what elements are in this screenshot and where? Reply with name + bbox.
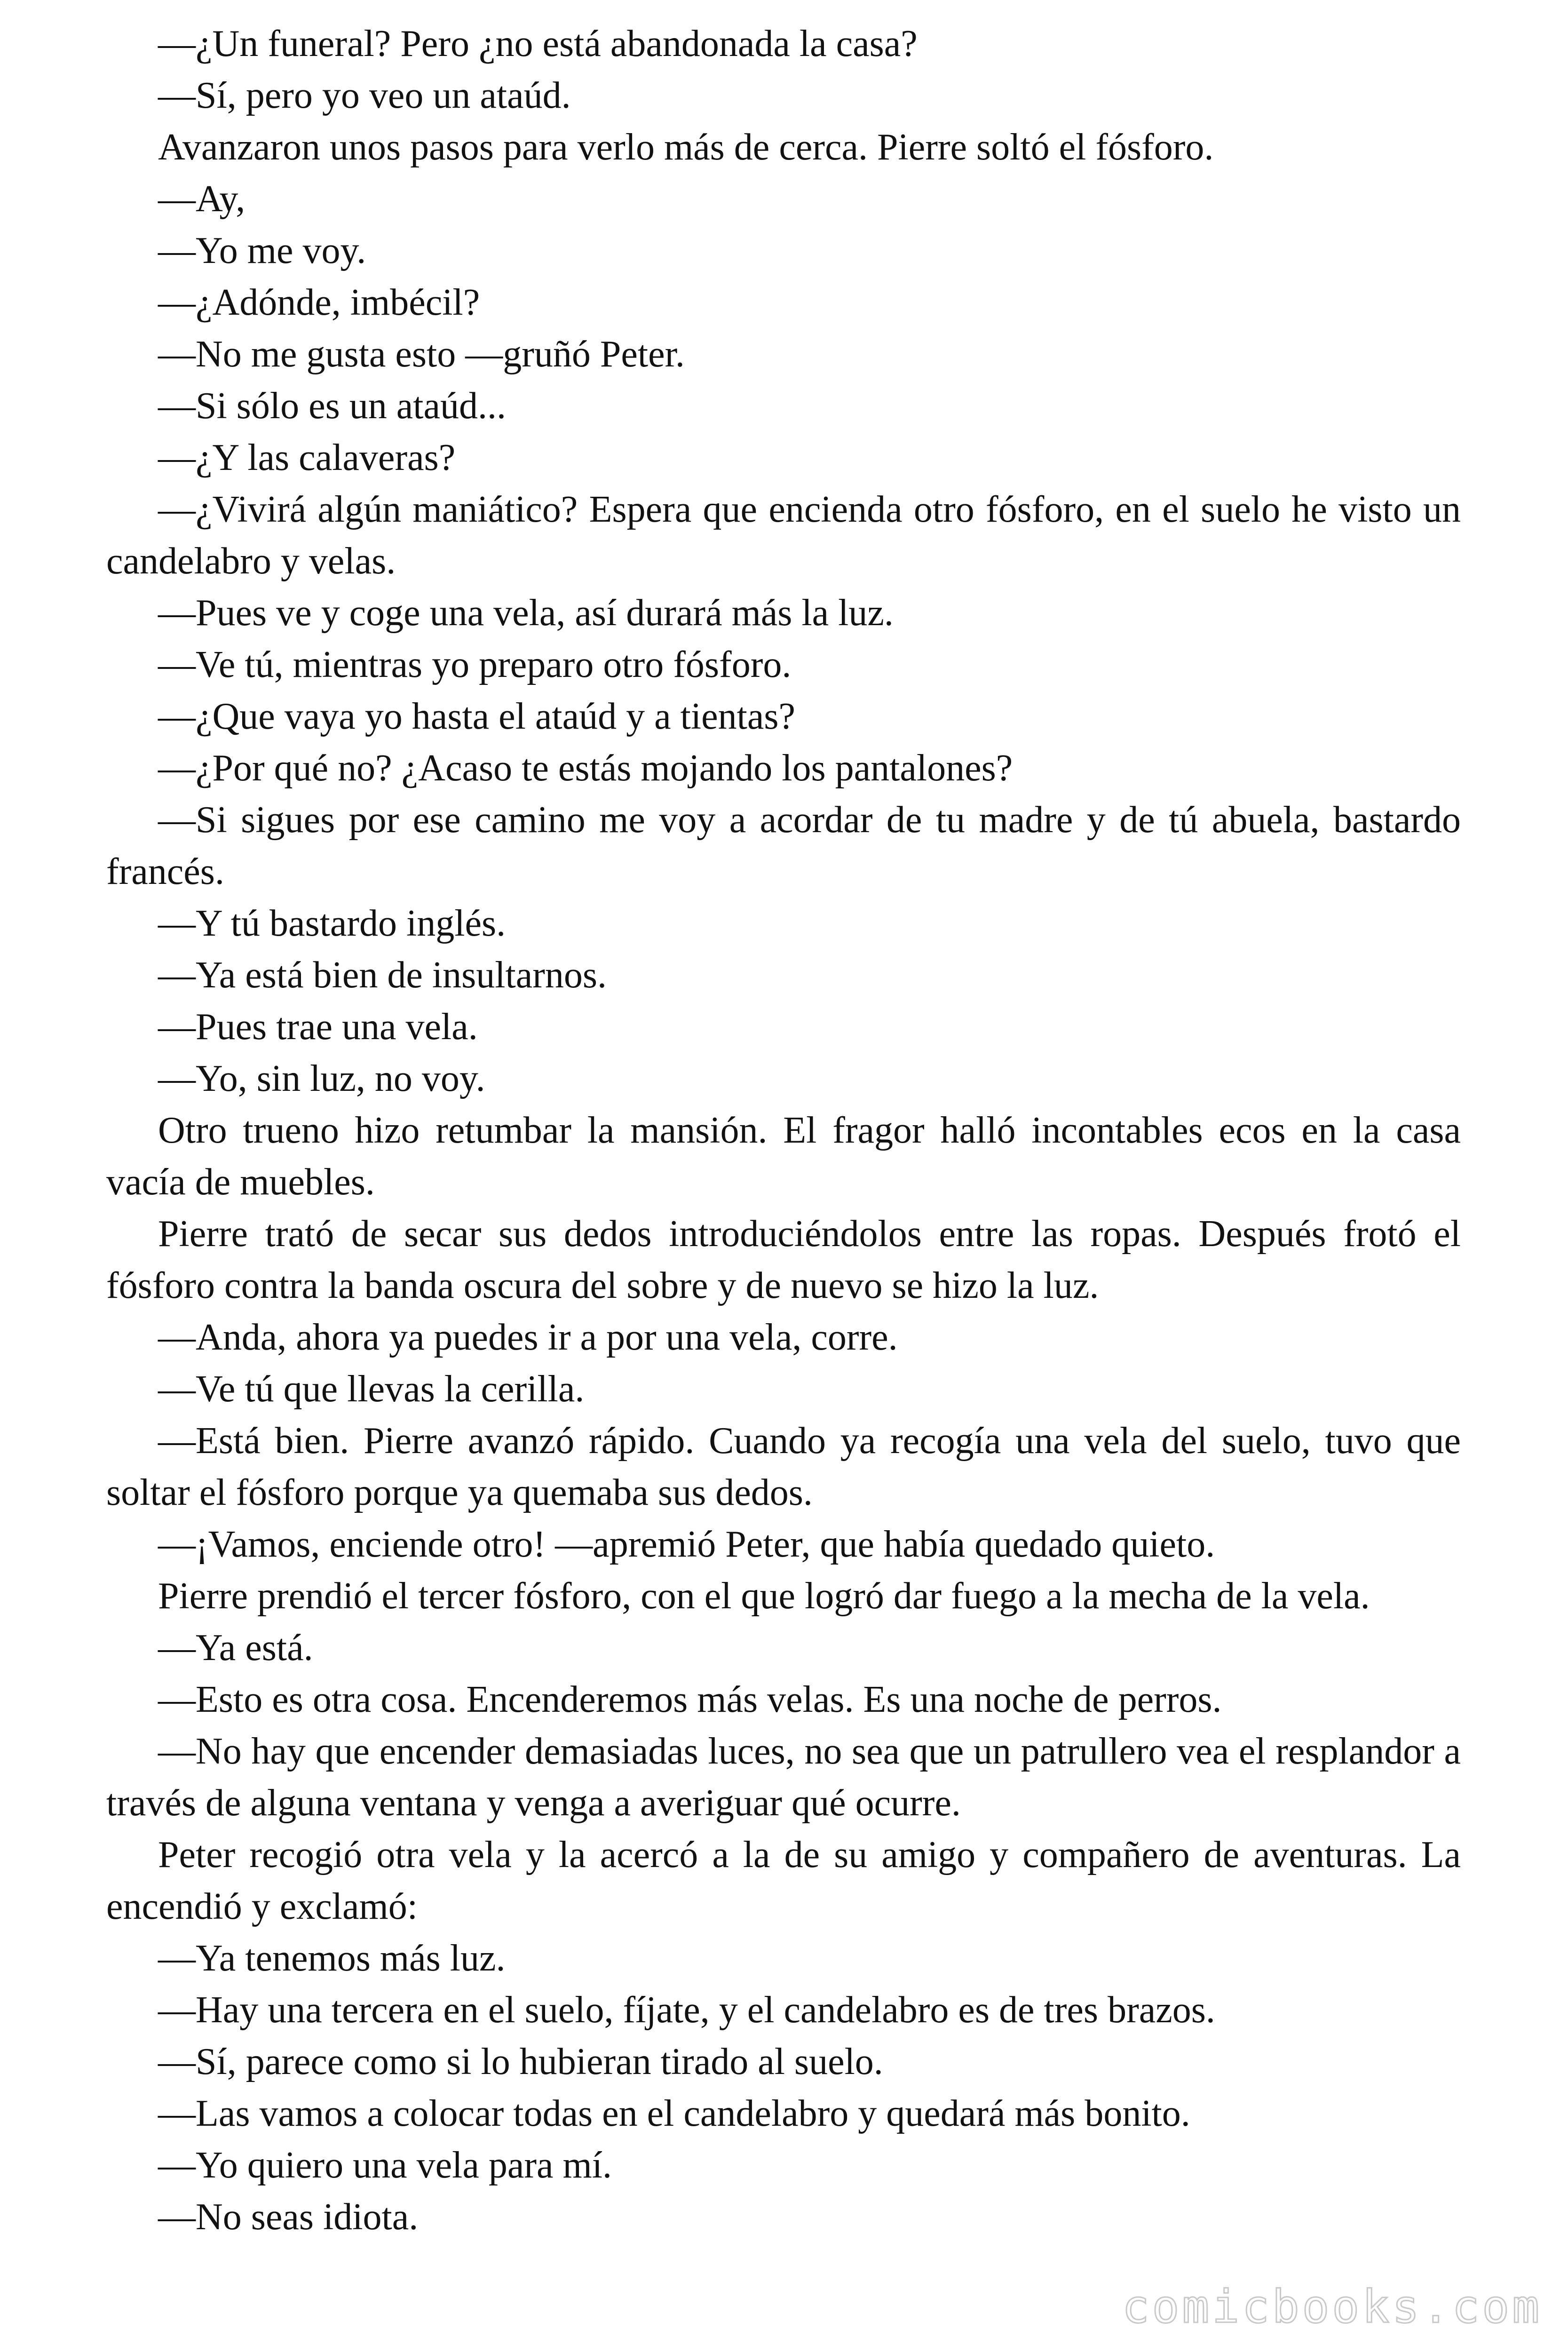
paragraph: —Yo quiero una vela para mí.	[158, 2145, 612, 2186]
paragraph: —¿Vivirá algún maniático? Espera que encienda otro fósforo, en el suelo he visto un candelabro y velas.	[106, 489, 1461, 582]
paragraph: —¿Un funeral? Pero ¿no está abandonada la casa?	[158, 23, 918, 64]
paragraph: —Pues trae una vela.	[158, 1006, 478, 1048]
paragraph: —Hay una tercera en el suelo, fíjate, y el candelabro es de tres brazos.	[158, 1989, 1215, 2031]
paragraph: —Esto es otra cosa. Encenderemos más velas. Es una noche de perros.	[158, 1679, 1222, 1720]
paragraph: —Ya está bien de insultarnos.	[158, 954, 607, 996]
paragraph: —Yo me voy.	[158, 230, 366, 271]
paragraph: —Si sólo es un ataúd...	[158, 385, 506, 427]
paragraph: Avanzaron unos pasos para verlo más de cerca. Pierre soltó el fósforo.	[158, 127, 1214, 168]
paragraph: Peter recogió otra vela y la acercó a la de su amigo y compañero de aventuras. La encendió y exclamó:	[106, 1834, 1461, 1927]
paragraph: —Está bien. Pierre avanzó rápido. Cuando ya recogía una vela del suelo, tuvo que soltar el fósforo porque ya quemaba sus dedos.	[106, 1420, 1461, 1513]
paragraph: —No seas idiota.	[158, 2196, 419, 2238]
paragraph: —Yo, sin luz, no voy.	[158, 1058, 485, 1099]
paragraph: —Si sigues por ese camino me voy a acordar de tu madre y de tú abuela, bastardo francés.	[106, 799, 1461, 892]
paragraph: —Ya tenemos más luz.	[158, 1938, 506, 1979]
paragraph: —Sí, parece como si lo hubieran tirado al suelo.	[158, 2041, 883, 2082]
paragraph: —No hay que encender demasiadas luces, no sea que un patrullero vea el resplandor a través de alguna ventana y venga a averiguar qué ocurre.	[106, 1731, 1461, 1824]
paragraph: —Ve tú que llevas la cerilla.	[158, 1368, 585, 1410]
paragraph: —Y tú bastardo inglés.	[158, 903, 506, 944]
paragraph: —Sí, pero yo veo un ataúd.	[158, 75, 571, 116]
paragraph: Pierre prendió el tercer fósforo, con el que logró dar fuego a la mecha de la vela.	[158, 1575, 1370, 1617]
paragraph: —¿Adónde, imbécil?	[158, 282, 480, 323]
paragraph: —¿Por qué no? ¿Acaso te estás mojando los pantalones?	[158, 747, 1013, 789]
paragraph: —Anda, ahora ya puedes ir a por una vela, corre.	[158, 1317, 898, 1358]
paragraph: —Ay,	[158, 178, 245, 220]
paragraph: —Ya está.	[158, 1627, 313, 1669]
paragraph: Pierre trató de secar sus dedos introduciéndolos entre las ropas. Después frotó el fósforo contra la banda oscura del sobre y de nuevo se hizo la luz.	[106, 1213, 1461, 1306]
paragraph: —¿Que vaya yo hasta el ataúd y a tientas?	[158, 696, 795, 737]
paragraph: —Las vamos a colocar todas en el candelabro y quedará más bonito.	[158, 2093, 1190, 2134]
page-text	[106, 18, 1461, 2243]
paragraph: —¡Vamos, enciende otro! —apremió Peter, que había quedado quieto.	[158, 1524, 1215, 1565]
paragraph: —Pues ve y coge una vela, así durará más la luz.	[158, 592, 894, 634]
paragraph: Otro trueno hizo retumbar la mansión. El fragor halló incontables ecos en la casa vacía de muebles.	[106, 1110, 1461, 1203]
watermark: comicbooks.com	[1122, 2280, 1542, 2333]
paragraph: —¿Y las calaveras?	[158, 437, 456, 478]
paragraph: —No me gusta esto —gruñó Peter.	[158, 334, 685, 375]
paragraph: —Ve tú, mientras yo preparo otro fósforo.	[158, 644, 792, 685]
